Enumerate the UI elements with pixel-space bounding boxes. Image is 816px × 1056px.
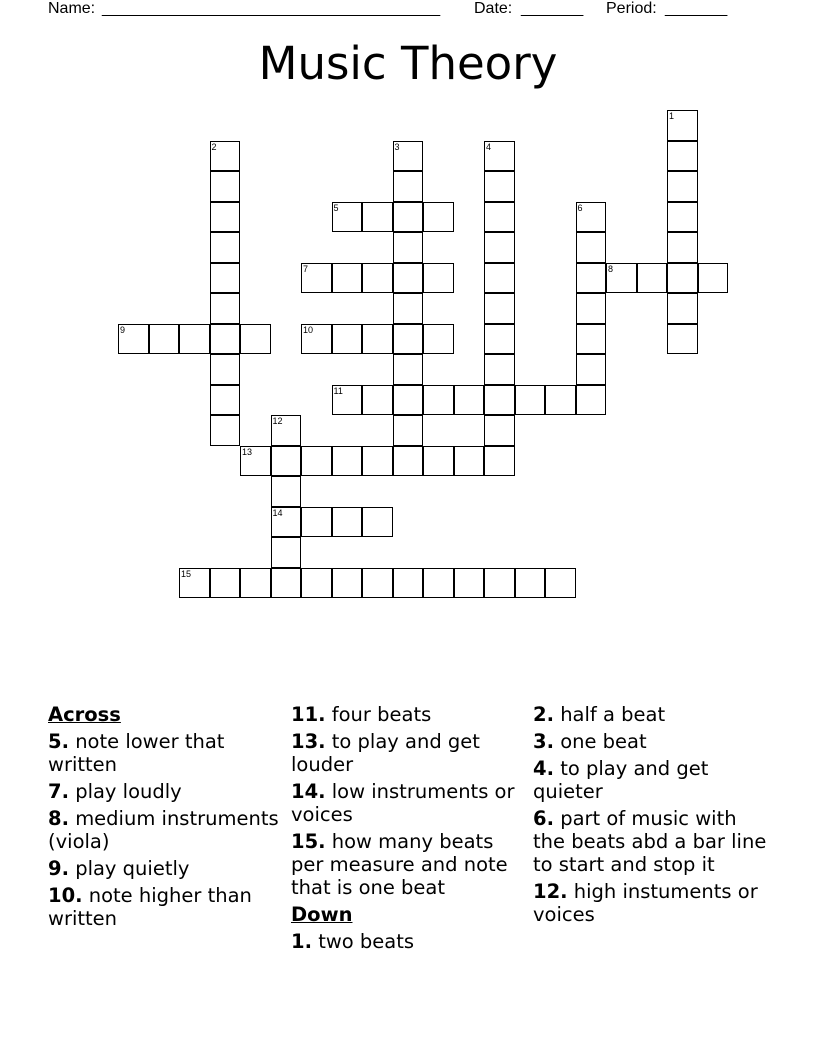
period-line[interactable]: _______	[665, 0, 728, 17]
cell-number: 2	[211, 141, 217, 152]
grid-cell[interactable]	[667, 324, 698, 355]
grid-cell[interactable]	[454, 446, 485, 477]
grid-cell[interactable]	[484, 293, 515, 324]
grid-cell[interactable]	[301, 568, 332, 599]
grid-cell[interactable]	[484, 202, 515, 233]
grid-cell[interactable]	[393, 293, 424, 324]
clue-down-2: 2. half a beat	[533, 703, 666, 726]
grid-cell[interactable]	[210, 293, 241, 324]
down-heading: Down	[291, 903, 353, 926]
grid-cell[interactable]	[332, 263, 363, 294]
grid-cell[interactable]	[393, 568, 424, 599]
grid-cell[interactable]	[484, 415, 515, 446]
grid-cell[interactable]	[545, 385, 576, 416]
grid-cell[interactable]	[393, 171, 424, 202]
cell-number: 1	[669, 111, 675, 121]
grid-cell[interactable]	[301, 263, 332, 294]
clue-across-13: 13. to play and get louder	[291, 730, 480, 776]
grid-cell[interactable]	[454, 568, 485, 599]
clue-across-15: 15. how many beats per measure and note that is one beat	[291, 830, 508, 899]
cell-number: 13	[242, 446, 253, 457]
grid-cell[interactable]	[667, 141, 698, 172]
grid-cell[interactable]	[484, 446, 515, 477]
grid-cell[interactable]	[393, 324, 424, 355]
clue-column-2	[291, 703, 527, 957]
across-heading: Across	[48, 703, 121, 726]
grid-cell[interactable]	[576, 293, 607, 324]
grid-cell[interactable]	[210, 202, 241, 233]
grid-cell[interactable]	[667, 232, 698, 263]
grid-cell[interactable]	[576, 202, 607, 233]
grid-cell[interactable]	[210, 354, 241, 385]
grid-cell[interactable]	[393, 446, 424, 477]
grid-cell[interactable]	[393, 202, 424, 233]
grid-cell[interactable]	[362, 446, 393, 477]
grid-cell[interactable]	[393, 263, 424, 294]
grid-cell[interactable]	[393, 232, 424, 263]
grid-cell[interactable]	[362, 385, 393, 416]
grid-cell[interactable]	[667, 293, 698, 324]
name-label: Name:	[48, 0, 96, 17]
cell-number: 12	[272, 416, 283, 426]
grid-cell[interactable]	[484, 324, 515, 355]
grid-cell[interactable]	[332, 202, 363, 233]
grid-cell[interactable]	[362, 263, 393, 294]
grid-cell[interactable]	[240, 568, 271, 599]
grid-cell[interactable]	[484, 141, 515, 172]
grid-cell[interactable]	[393, 354, 424, 385]
grid-cell[interactable]	[210, 171, 241, 202]
cell-number: 15	[181, 568, 192, 579]
clue-across-14: 14. low instruments or voices	[291, 780, 515, 826]
period-label: Period:	[606, 0, 657, 17]
cell-number: 3	[394, 141, 400, 152]
grid-cell[interactable]	[423, 202, 454, 233]
clue-down-3: 3. one beat	[533, 730, 647, 753]
grid-cell[interactable]	[576, 263, 607, 294]
grid-cell[interactable]	[240, 324, 271, 355]
grid-cell[interactable]	[637, 263, 668, 294]
grid-cell[interactable]	[393, 385, 424, 416]
grid-cell[interactable]	[393, 141, 424, 172]
grid-cell[interactable]	[210, 232, 241, 263]
grid-cell[interactable]	[179, 568, 210, 599]
grid-cell[interactable]	[423, 446, 454, 477]
grid-cell[interactable]	[240, 446, 271, 477]
cell-number: 4	[486, 141, 492, 152]
grid-cell[interactable]	[423, 385, 454, 416]
grid-cell[interactable]	[545, 568, 576, 599]
grid-cell[interactable]	[210, 568, 241, 599]
grid-cell[interactable]	[332, 568, 363, 599]
cell-number: 9	[120, 324, 126, 335]
cell-number: 8	[608, 263, 614, 274]
grid-cell[interactable]	[332, 324, 363, 355]
grid-cell[interactable]	[210, 415, 241, 446]
grid-cell[interactable]	[454, 385, 485, 416]
grid-cell[interactable]	[362, 324, 393, 355]
grid-cell[interactable]	[667, 263, 698, 294]
cell-number: 14	[272, 507, 283, 518]
grid-cell[interactable]	[362, 568, 393, 599]
clue-across-5: 5. note lower that written	[48, 730, 225, 776]
grid-cell[interactable]	[362, 202, 393, 233]
clue-down-12: 12. high instuments or voices	[533, 880, 758, 926]
grid-cell[interactable]	[393, 415, 424, 446]
grid-cell[interactable]	[484, 232, 515, 263]
grid-cell[interactable]	[484, 171, 515, 202]
date-label: Date:	[474, 0, 513, 17]
clue-down-4: 4. to play and get quieter	[533, 757, 709, 803]
grid-cell[interactable]	[301, 446, 332, 477]
grid-cell[interactable]	[698, 263, 729, 294]
name-line[interactable]: ______________________________________	[102, 0, 441, 17]
clue-column-1	[48, 703, 284, 934]
grid-cell[interactable]	[576, 354, 607, 385]
clue-down-1: 1. two beats	[291, 930, 415, 953]
page-title: Music Theory	[258, 37, 558, 90]
grid-cell[interactable]	[667, 110, 698, 141]
clue-across-7: 7. play loudly	[48, 780, 182, 803]
clue-across-9: 9. play quietly	[48, 857, 190, 880]
grid-cell[interactable]	[515, 568, 546, 599]
grid-cell[interactable]	[332, 446, 363, 477]
grid-cell[interactable]	[484, 568, 515, 599]
grid-cell[interactable]	[576, 324, 607, 355]
grid-cell[interactable]	[423, 568, 454, 599]
grid-cell[interactable]	[210, 141, 241, 172]
grid-cell[interactable]	[576, 385, 607, 416]
grid-cell[interactable]	[210, 324, 241, 355]
grid-cell[interactable]	[271, 476, 302, 507]
grid-cell[interactable]	[423, 263, 454, 294]
grid-cell[interactable]	[606, 263, 637, 294]
cell-number: 5	[333, 202, 339, 213]
grid-cell[interactable]	[362, 507, 393, 538]
date-line[interactable]: _______	[521, 0, 584, 17]
grid-cell[interactable]	[118, 324, 149, 355]
grid-cell[interactable]	[332, 507, 363, 538]
grid-cell[interactable]	[301, 507, 332, 538]
grid-cell[interactable]	[667, 171, 698, 202]
cell-number: 10	[303, 324, 314, 335]
cell-number: 7	[303, 263, 309, 274]
grid-cell[interactable]	[484, 354, 515, 385]
grid-cell[interactable]	[271, 415, 302, 446]
grid-cell[interactable]	[332, 385, 363, 416]
clue-across-11: 11. four beats	[291, 703, 432, 726]
clue-across-8: 8. medium instruments (viola)	[48, 807, 279, 853]
clue-across-10: 10. note higher than written	[48, 884, 252, 930]
grid-cell[interactable]	[423, 324, 454, 355]
grid-cell[interactable]	[271, 507, 302, 538]
grid-cell[interactable]	[210, 263, 241, 294]
grid-cell[interactable]	[179, 324, 210, 355]
grid-cell[interactable]	[515, 385, 546, 416]
grid-cell[interactable]	[149, 324, 180, 355]
grid-cell[interactable]	[271, 568, 302, 599]
grid-cell[interactable]	[484, 385, 515, 416]
cell-number: 11	[333, 385, 343, 396]
clue-down-6: 6. part of music with the beats abd a bar line to start and stop it	[533, 807, 767, 876]
grid-cell[interactable]	[301, 324, 332, 355]
grid-cell[interactable]	[210, 385, 241, 416]
grid-cell[interactable]	[271, 537, 302, 568]
grid-cell[interactable]	[667, 202, 698, 233]
grid-cell[interactable]	[576, 232, 607, 263]
grid-cell[interactable]	[271, 446, 302, 477]
cell-number: 6	[577, 202, 583, 213]
clue-column-3	[533, 703, 769, 930]
grid-cell[interactable]	[484, 263, 515, 294]
